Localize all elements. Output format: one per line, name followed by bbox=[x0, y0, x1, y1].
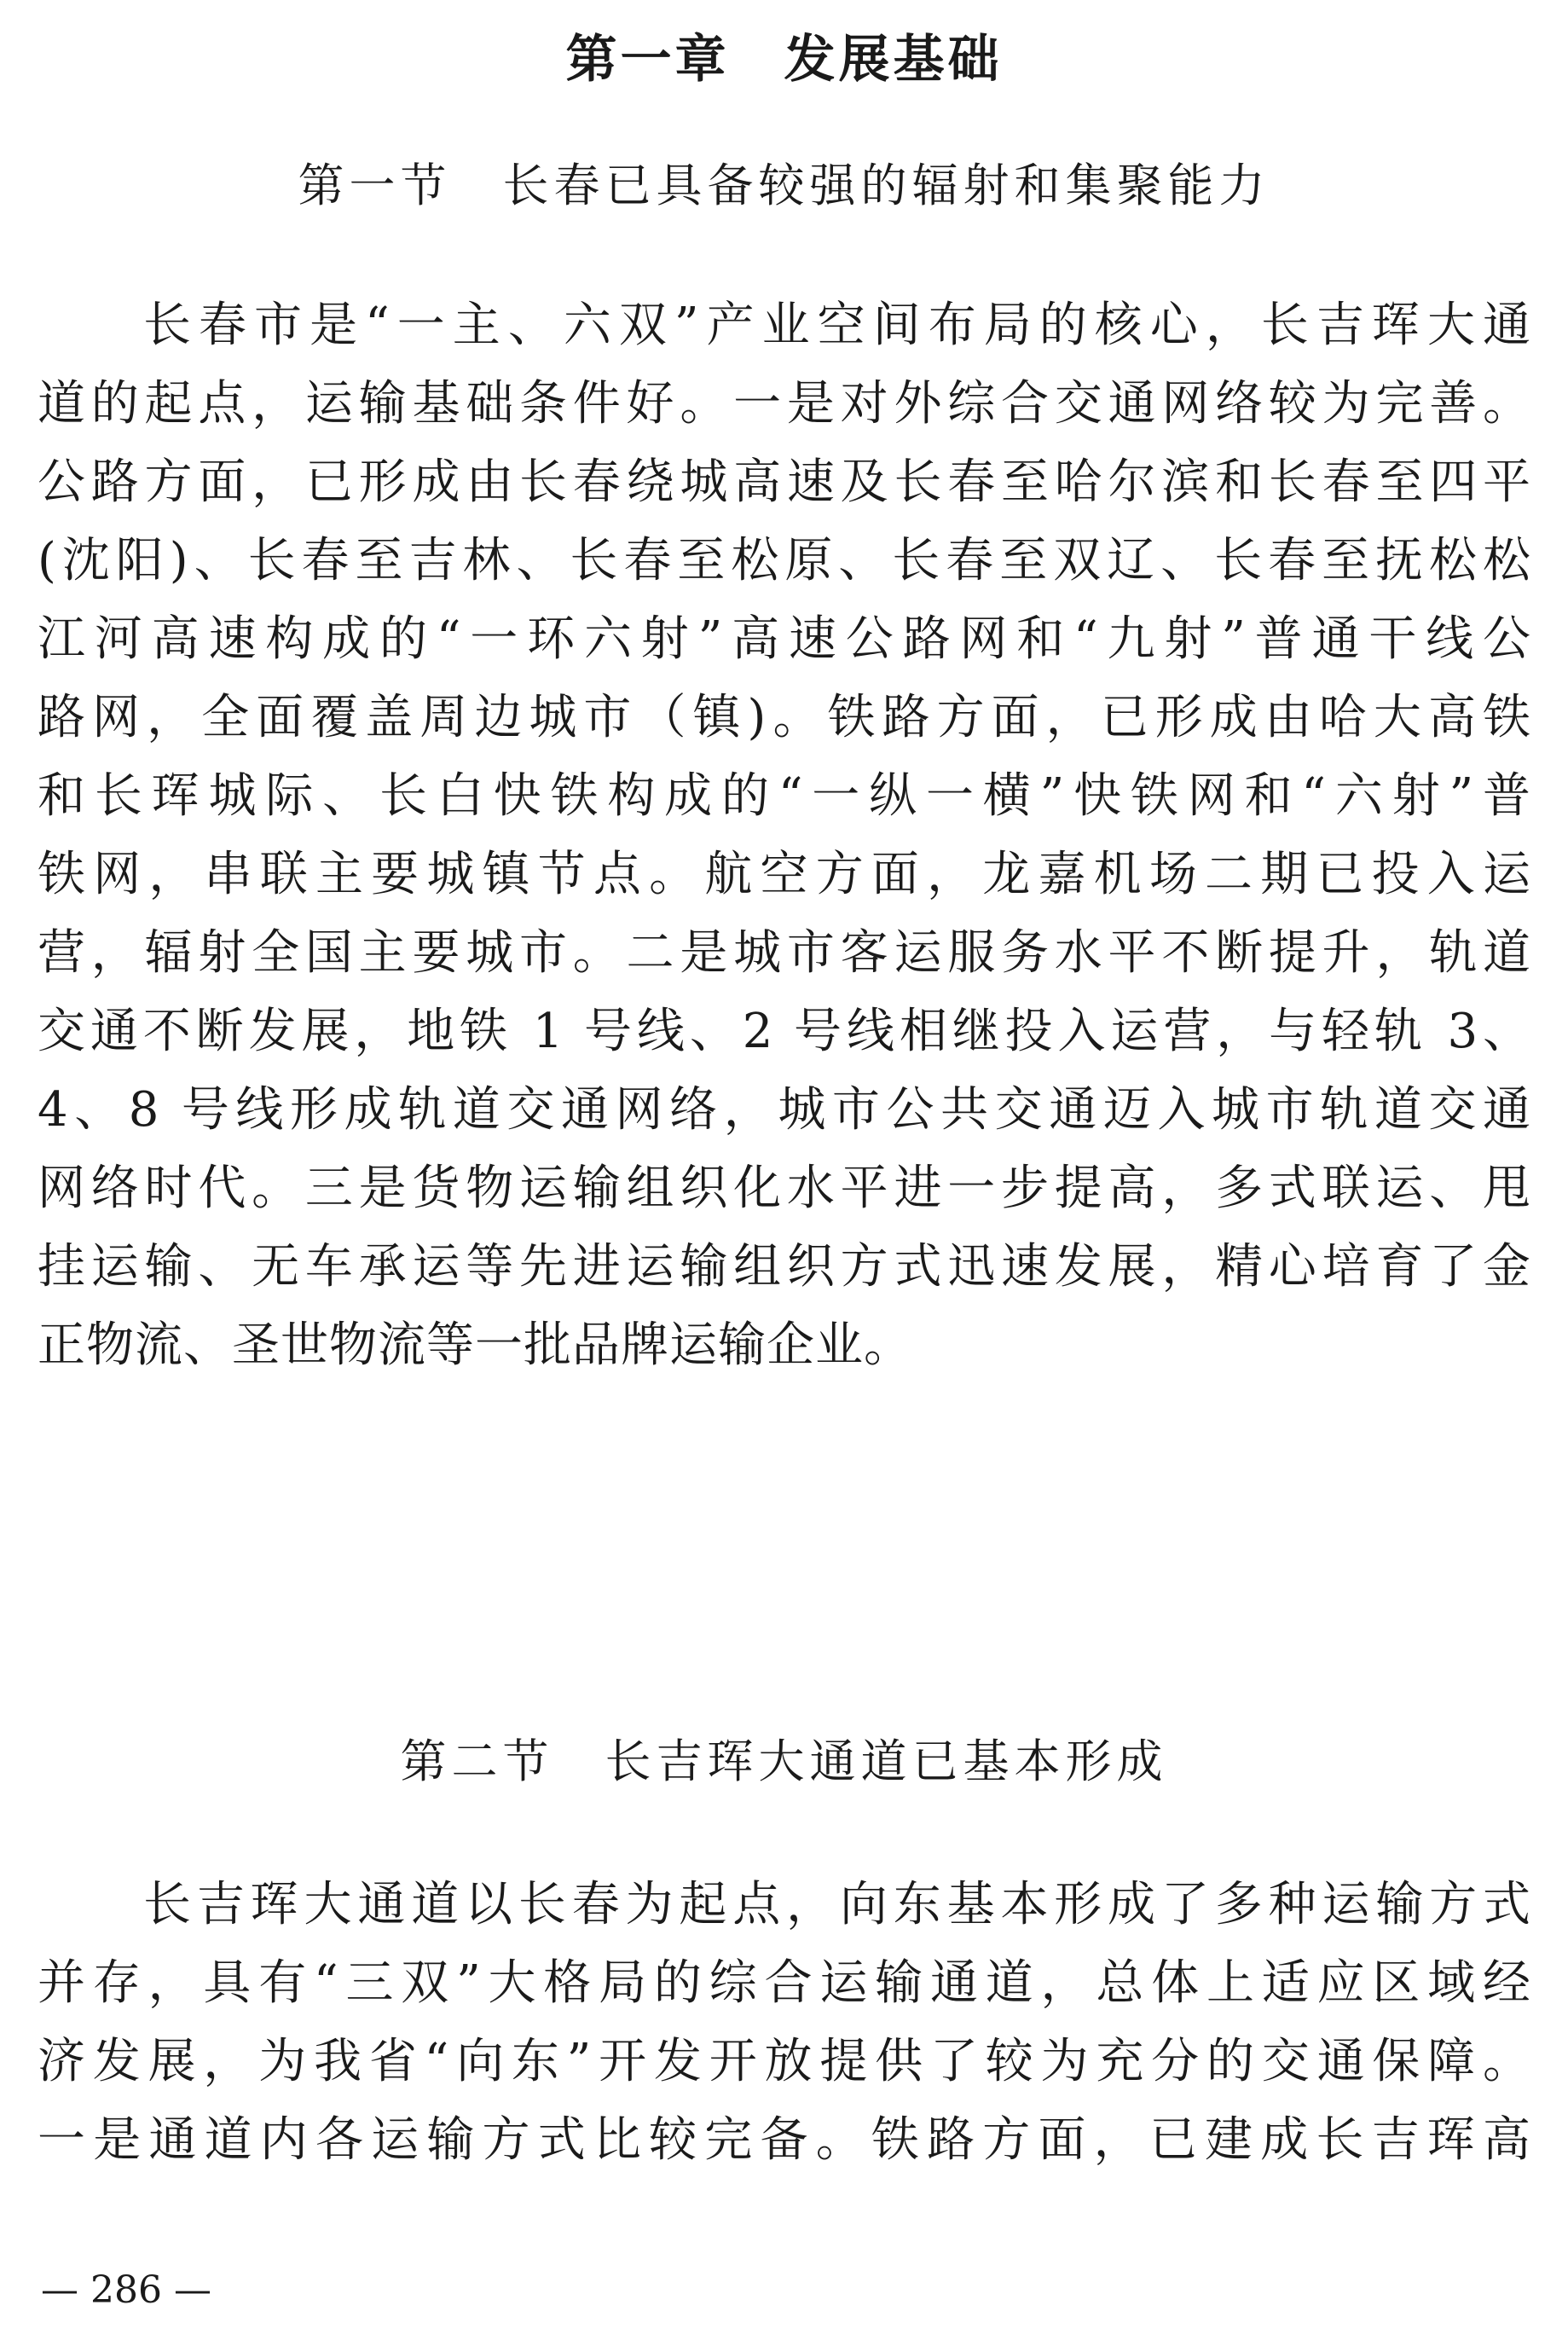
paragraph-line: 网络时代。三是货物运输组织化水平进一步提高，多式联运、甩 bbox=[38, 1161, 1531, 1216]
chapter-title: 第一章 发展基础 bbox=[565, 30, 1003, 90]
paragraph-line: 济发展，为我省“向东”开发开放提供了较为充分的交通保障。 bbox=[38, 2034, 1531, 2089]
paragraph-line: 交通不断发展，地铁 1 号线、2 号线相继投入运营，与轻轨 3、 bbox=[38, 1004, 1531, 1059]
paragraph-line: 长吉珲大通道以长春为起点，向东基本形成了多种运输方式 bbox=[143, 1877, 1531, 1932]
paragraph-line: 公路方面，已形成由长春绕城高速及长春至哈尔滨和长春至四平 bbox=[38, 455, 1531, 510]
paragraph-line: 营，辐射全国主要城市。二是城市客运服务水平不断提升，轨道 bbox=[38, 925, 1531, 981]
paragraph-line: 挂运输、无车承运等先进运输组织方式迅速发展，精心培育了金 bbox=[38, 1239, 1531, 1295]
paragraph-line: 一是通道内各运输方式比较完备。铁路方面，已建成长吉珲高 bbox=[38, 2112, 1531, 2168]
paragraph-line: 长春市是“一主、六双”产业空间布局的核心，长吉珲大通 bbox=[143, 298, 1531, 353]
paragraph-line: 正物流、圣世物流等一批品牌运输企业。 bbox=[38, 1318, 912, 1373]
paragraph-line: 和长珲城际、长白快铁构成的“一纵一横”快铁网和“六射”普 bbox=[38, 768, 1532, 824]
paragraph-line: 江河高速构成的“一环六射”高速公路网和“九射”普通干线公 bbox=[38, 611, 1532, 667]
section-title: 第一节 长春已具备较强的辐射和集聚能力 bbox=[298, 159, 1270, 212]
section-title: 第二节 长吉珲大通道已基本形成 bbox=[400, 1735, 1168, 1788]
paragraph-line: 路网，全面覆盖周边城市（镇)。铁路方面，已形成由哈大高铁 bbox=[38, 690, 1531, 745]
paragraph-line: 并存，具有“三双”大格局的综合运输通道，总体上适应区域经 bbox=[38, 1955, 1531, 2011]
paragraph-line: 道的起点，运输基础条件好。一是对外综合交通网络较为完善。 bbox=[38, 376, 1531, 432]
paragraph-line: 铁网，串联主要城镇节点。航空方面，龙嘉机场二期已投入运 bbox=[38, 847, 1531, 902]
paragraph-line: (沈阳)、长春至吉林、长春至松原、长春至双辽、长春至抚松松 bbox=[38, 533, 1531, 588]
page-number: — 286 — bbox=[41, 2268, 211, 2312]
paragraph-line: 4、8 号线形成轨道交通网络，城市公共交通迈入城市轨道交通 bbox=[38, 1082, 1531, 1138]
